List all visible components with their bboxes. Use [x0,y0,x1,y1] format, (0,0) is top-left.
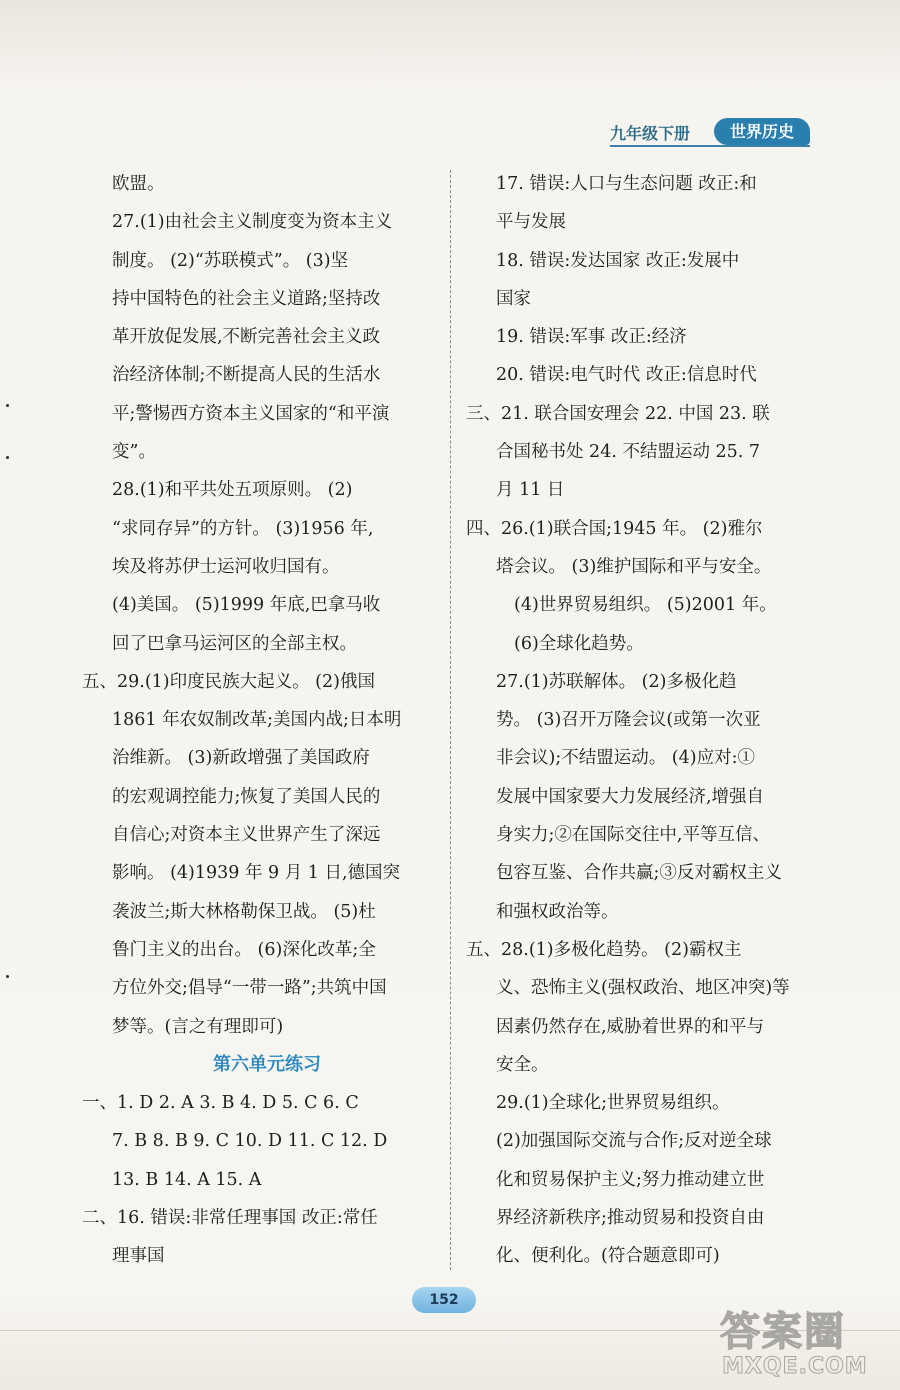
answer-line: 20. 错误:电气时代 改正:信息时代 [496,365,757,386]
answer-line: 27.(1)由社会主义制度变为资本主义 [112,212,393,233]
grade-label: 九年级下册 [610,124,691,143]
answer-line: 回了巴拿马运河区的全部主权。 [112,633,357,654]
header-rule [610,145,810,147]
answer-line: 埃及将苏伊士运河收归国有。 [112,556,340,577]
answer-line: 因素仍然存在,威胁着世界的和平与 [496,1016,765,1037]
answer-line: 一、1. D 2. A 3. B 4. D 5. C 6. C [82,1093,359,1114]
answer-line: 义、恐怖主义(强权政治、地区冲突)等 [496,978,790,999]
answer-line: 影响。 (4)1939 年 9 月 1 日,德国突 [112,863,401,884]
answer-line: 国家 [496,288,531,309]
answer-line: 7. B 8. B 9. C 10. D 11. C 12. D [112,1131,388,1152]
answer-line: 13. B 14. A 15. A [112,1169,262,1190]
answer-line: 平与发展 [496,212,566,233]
site-watermark [720,1300,895,1385]
answer-line: 革开放促发展,不断完善社会主义政 [112,327,381,348]
answer-line: (6)全球化趋势。 [514,633,644,654]
answer-line: 27.(1)苏联解体。 (2)多极化趋 [496,671,737,692]
answer-line: 17. 错误:人口与生态问题 改正:和 [496,174,757,194]
answer-line: 治维新。 (3)新政增强了美国政府 [112,748,370,769]
unit-title: 第六单元练习 [213,1053,321,1075]
answer-line: 非会议);不结盟运动。 (4)应对:① [496,748,755,769]
answer-line: 欧盟。 [112,174,165,194]
answer-line: 变”。 [112,442,156,463]
page-header [610,118,810,148]
answer-line: 合国秘书处 24. 不结盟运动 25. 7 [496,442,761,463]
answer-line: 制度。 (2)“苏联模式”。 (3)坚 [112,250,349,271]
answer-line: 化和贸易保护主义;努力推动建立世 [496,1169,765,1190]
answer-line: 四、26.(1)联合国;1945 年。 (2)雅尔 [466,518,763,539]
answer-line: 鲁门主义的出台。 (6)深化改革;全 [112,939,376,960]
answer-line: 18. 错误:发达国家 改正:发展中 [496,250,740,271]
answer-line: “求同存异”的方针。 (3)1956 年, [112,518,374,539]
answer-line: 安全。 [496,1054,549,1075]
right-answer-column [466,165,816,1276]
watermark-url: MXQE.COM [722,1354,868,1379]
answer-line: 1861 年农奴制改革;美国内战;日本明 [112,710,402,731]
answer-line: 理事国 [112,1246,165,1267]
binding-mark [6,456,9,459]
answer-line: 二、16. 错误:非常任理事国 改正:常任 [82,1208,378,1229]
answer-line: 五、28.(1)多极化趋势。 (2)霸权主 [466,939,742,960]
answer-line: 化、便利化。(符合题意即可) [496,1246,720,1267]
left-answer-column [82,165,432,1276]
page-number: 152 [412,1287,476,1313]
answer-line: 和强权政治等。 [496,901,619,922]
answer-line: 29.(1)全球化;世界贸易组织。 [496,1093,730,1114]
answer-line: 袭波兰;斯大林格勒保卫战。 (5)杜 [112,901,376,922]
answer-line: 的宏观调控能力;恢复了美国人民的 [112,786,381,807]
answer-line: 月 11 日 [496,480,565,501]
answer-line: 界经济新秩序;推动贸易和投资自由 [496,1208,765,1229]
answer-line: 19. 错误:军事 改正:经济 [496,327,687,348]
answer-line: 包容互鉴、合作共赢;③反对霸权主义 [496,863,782,884]
answer-line: 28.(1)和平共处五项原则。 (2) [112,480,353,501]
column-divider [450,170,452,1270]
answer-line: (4)世界贸易组织。 (5)2001 年。 [514,595,777,616]
watermark-logo-text: 答案圈 [720,1309,846,1355]
subject-badge: 世界历史 [714,118,810,145]
answer-line: 身实力;②在国际交往中,平等互信、 [496,825,770,846]
answer-line: 平;警惕西方资本主义国家的“和平演 [112,403,390,424]
answer-line: (4)美国。 (5)1999 年底,巴拿马收 [112,595,381,616]
binding-mark [6,404,9,407]
answer-line: 五、29.(1)印度民族大起义。 (2)俄国 [82,671,375,692]
answer-line: (2)加强国际交流与合作;反对逆全球 [496,1131,772,1152]
answer-line: 势。 (3)召开万隆会议(或第一次亚 [496,710,761,731]
answer-line: 梦等。(言之有理即可) [112,1016,284,1037]
answer-line: 发展中国家要大力发展经济,增强自 [496,786,765,807]
answer-line: 塔会议。 (3)维护国际和平与安全。 [496,556,772,577]
answer-line: 方位外交;倡导“一带一路”;共筑中国 [112,978,387,999]
answer-line: 三、21. 联合国安理会 22. 中国 23. 联 [466,403,770,424]
answer-line: 治经济体制;不断提高人民的生活水 [112,365,381,386]
answer-line: 自信心;对资本主义世界产生了深远 [112,825,381,846]
binding-mark [6,975,9,978]
answer-line: 持中国特色的社会主义道路;坚持改 [112,288,381,309]
